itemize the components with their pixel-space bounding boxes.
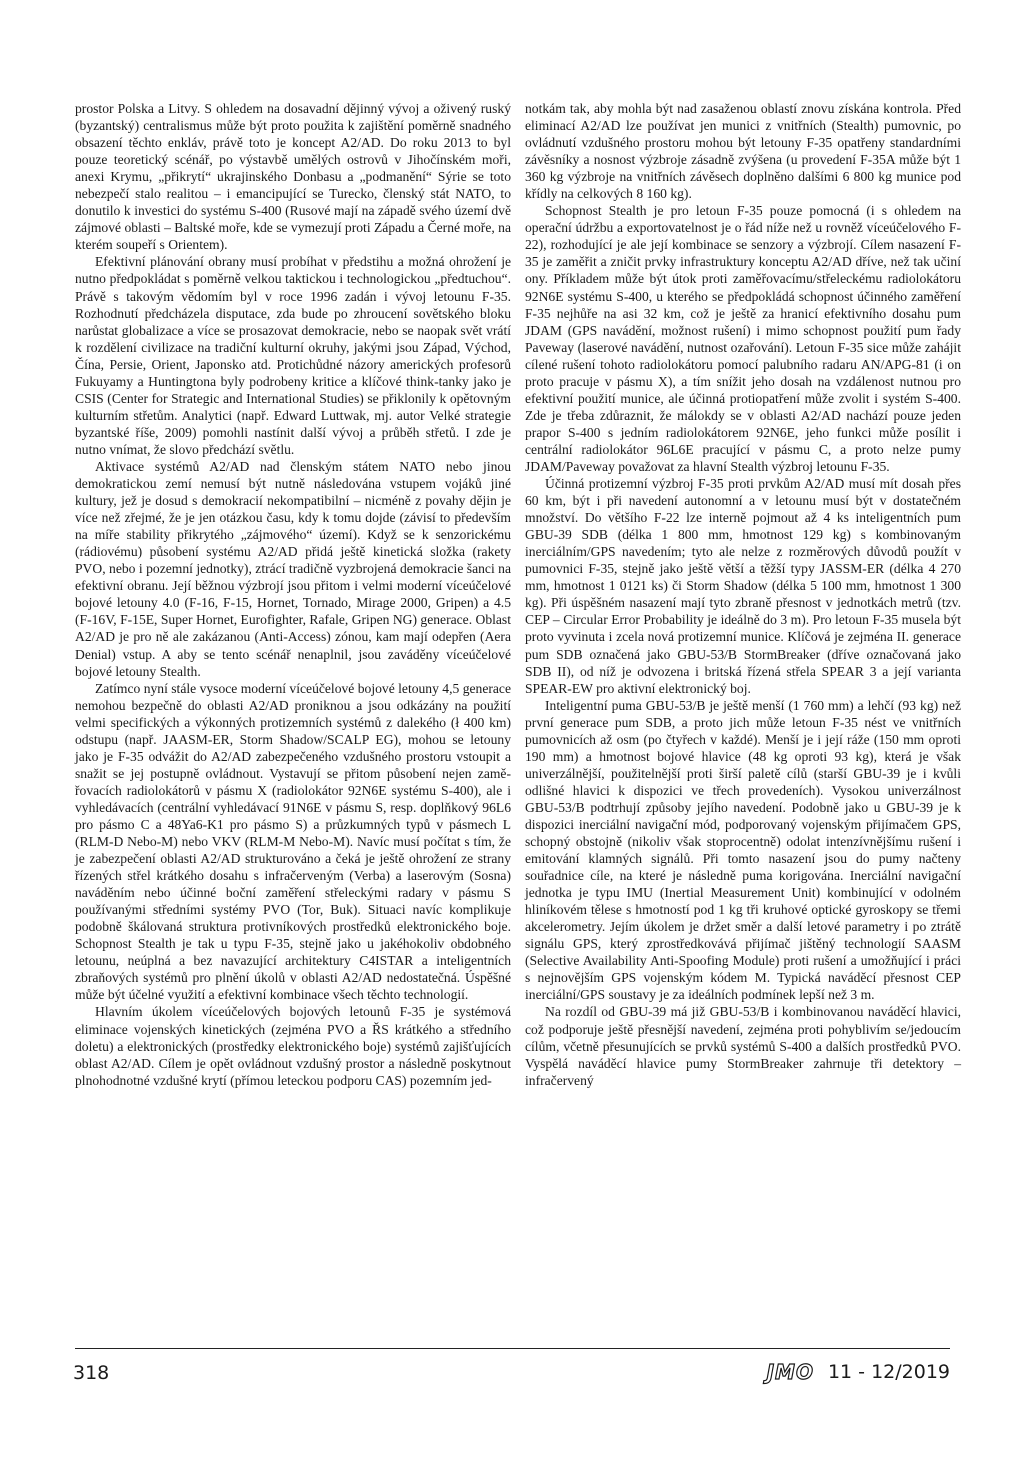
magazine-logo: JMO (766, 1360, 814, 1384)
footer-divider (75, 1348, 950, 1349)
article-paragraph: Efektivní plánování obrany musí probíhat v předstihu a možná ohrožení je nutno předpokládat s poměrně velkou taktickou i technologickou „předtuchou“. Právě s takovým vědomím byl v roce 1996 zadán i vývoj letounu F-35. Rozhodnutí předcházela disputace, zda bude po zhroucení sovětského bloku narůstat globalizace a více se prosazovat demokracie, nebo se naopak svět vrátí k rozdělení civilizace na tradiční kulturní okruhy, jakými jsou Západ, Východ, Čína, Persie, Orient, Japonsko atd. Protichůdné názory amerických profesorů Fukuyamy a Huntingtona byly podrobeny kritice a klíčové think-tanky jako je CSIS (Center for Strategic and International Studies) se přiklonily k opětovným kulturním střetům. Analytici (např. Edward Luttwak, mj. autor Velké strategie byzantské říše, 2009) pomohli nastínit další vývoj a průběh střetů. I zde je nutno vnímat, že slovo předchází světlu. (75, 254, 511, 457)
article-paragraph: Zatímco nyní stále vysoce moderní víceúčelové bojové letouny 4,5 generace nemohou bezpečně do oblasti A2/AD proniknou a jsou odkázány na použití velmi specifických a výkonných protizemních systémů z dalekého (ł 400 km) odstupu (např. JAASM-ER, Storm Shadow/SCALP EG), mohou se letouny jako je F-35 odvážit do A2/AD zabezpečeného vzdušného prostoru vstoupit a snažit se jej postupně ovládnout. Vystavují se přitom působení nejen zaměřovacích radiolokátorů v pásmu X (radiolokátor 92N6E systému S-400), ale i vyhledávacích (centrální vyhledávací 91N6E v pásmu S, resp. doplňkový 96L6 pro pásmo C a 48Ya6-K1 pro pásmo S) a průzkumných typů v pásmech L (RLM-D Nebo-M) nebo VKV (RLM-M Nebo-M). Navíc musí počítat s tím, že je zabezpečení oblasti A2/AD strukturováno a čeká je ještě ohrožení ze strany řízených střel krátkého dosahu s infračerveným (Verba) a laserovým (Sosna) naváděním nebo účinné boční zaměření střeleckými radary v pásmu S používanými středními systémy PVO (Tor, Buk). Situaci navíc komplikuje podobně škálovaná struktura protivníkových prostředků elektronického boje. Schopnost Stealth je tak u typu F-35, stejně jako u jakéhokoliv obdobného letounu, neúplná a bez navazující architektury C4ISTAR a inteligentních zbraňových systémů pro plnění úkolů v oblasti A2/AD nedostatečná. Úspěšné může být účelné využití a efektivní kombinace všech těchto technologií. (75, 680, 511, 1003)
article-paragraph: notkám tak, aby mohla být nad zasaženou oblastí znovu získána kontrola. Před eliminací A2/AD lze používat jen munici z vnitřních (Stealth) pumovnic, po ovládnutí vzdušného prostoru mohou být letouny F-35 opatřeny standardními závěsníky a nosnost výzbroje zásadně zvýšena (u provedení F-35A může být 1 360 kg výzbroje na vnitřních závěsech doplněno dalšími 6 800 kg munice pod křídly na celkových 8 160 kg). (525, 101, 961, 202)
footer-issue-block (767, 1360, 950, 1384)
article-column-left (75, 100, 511, 1089)
article-paragraph: prostor Polska a Litvy. S ohledem na dosavadní dějinný vývoj a oživený ruský (byzantský) centralismus může být proto použita k zajištění poměrně snadného obsazení těchto enkláv, právě toto je koncept A2/AD. Do roku 2013 to byl pouze teoretický scénář, po výstavbě umělých ostrovů v Jihočínském moři, anexi Krymu, „přikrytí“ ukrajinského Donbasu a „podmanění“ Sýrie se toto nebezpečí stalo realitou – i emancipující se Turecko, členský stát NATO, to donutilo k investici do systému S-400 (Rusové mají na západě svého území dvě zájmové oblasti – Baltské moře, kde se vymezují proti Západu a Černé moře, na kterém soupeří s Orientem). (75, 101, 511, 253)
article-paragraph: Inteligentní puma GBU-53/B je ještě menší (1 760 mm) a lehčí (93 kg) než první generace pum SDB, a proto jich může letoun F-35 nést ve vnitřních pumovnicích až osm (po čtyřech v každé). Menší je i její ráže (150 mm oproti 190 mm) a hmotnost bojové hlavice (48 kg oproti 93 kg), která je však univerzálnější, použitelnější proti širší paletě cílů (starší GBU-39 je i kvůli odlišné hlavici k dispozici ve třech provedeních). Vysokou univerzálnost GBU-53/B podtrhují způsoby jejího navedení. Podobně jako u GBU-39 je k dispozici inerciální navigační mód, podporovaný vojenským přijímačem GPS, schopný obstojně (nikoliv však stoprocentně) odolat intenzívnějšímu rušení i emitování klamných signálů. Při tomto nasazení jsou do pumy načteny souřadnice cíle, na které je následně puma korigována. Inerciální navigační jednotka je typu IMU (Inertial Measurement Unit) kombinující v odolném hliníkovém tělese s hmotností pod 1 kg tři kruhové optické gyroskopy se třemi akcelerometry. Jejím úkolem je držet směr a další letové parametry i po ztrátě signálu GPS, který zprostředkovává přijímač jištěný technologií SAASM (Selective Availability Anti-Spoofing Module) proti rušení a umožňující i práci s nejnovějším GPS vojenským kódem M. Typická naváděcí přesnost CEP inerciální/GPS soustavy je za ideálních podmínek lepší než 3 m. (525, 697, 961, 1003)
article-paragraph: Schopnost Stealth je pro letoun F-35 pouze pomocná (i s ohledem na operační údržbu a exportovatelnost je o řád níže než u rovněž víceúčelového F-22), rozhodující je ale její kombinace se senzory a výzbrojí. Cílem nasazení F-35 je zaměřit a zničit prvky infrastruktury konceptu A2/AD dříve, než tak učiní ony. Příkladem může být útok proti zaměřovacímu/střeleckému radiolokátoru 92N6E systému S-400, u kterého se předpokládá schopnost účinného zaměření F-35 nejhůře na asi 32 km, což je ještě za hranicí efektivního dosahu pum JDAM (GPS navádění, možnost rušení) i mimo schopnost použití pum řady Paveway (laserové navádění, nutnost ozařování). Letoun F-35 sice může zahájit cílené rušení tohoto radiolokátoru pomocí palubního radaru AN/APG-81 (i on proto pracuje v pásmu X), a tím snížit jeho dosah na vzdálenost nutnou pro efektivní použití munice, ale účinná protiopatření může zvolit i systém S-400. Zde je třeba zdůraznit, že málokdy se v oblasti A2/AD nachází pouze jeden prapor S-400 s jedním radiolokátorem 92N6E, jeho funkci může posílit i centrální radiolokátor 96L6E pracující v pásmu C, a proto nelze pumy JDAM/Paveway považovat za hlavní Stealth výzbroj letounu F-35. (525, 203, 961, 474)
article-paragraph: Na rozdíl od GBU-39 má již GBU-53/B i kombinovanou naváděcí hlavici, což podporuje ještě přesnější navedení, zejména proti pohyblivím se/jedoucím cílům, včetně přesunujících se prvků systémů S-400 a dalších prostředků PVO. Vyspělá naváděcí hlavice pumy StormBreaker zahrnuje tři detektory – infračervený (525, 1004, 961, 1088)
article-paragraph: Účinná protizemní výzbroj F-35 proti prvkům A2/AD musí mít dosah přes 60 km, být i při navedení autonomní a v letounu musí být v dostatečném množství. Do většího F-22 lze interně pojmout až 4 ks inteligentních pum GBU-39 SDB (délka 1 800 mm, hmotnost 129 kg) s kombinovaným inerciálním/GPS navedením; tyto ale nelze z rozměrových důvodů použít v pumovnici F-35, stejně jako ještě větší a těžší typy JASSM-ER (délka 4 270 mm, hmotnost 1 0121 ks) či Storm Shadow (délka 5 100 mm, hmotnost 1 300 kg). Při úspěšném nasazení mají tyto zbraně přesnost v jednotkách metrů (tzv. CEP – Circular Error Probability je ideálně do 3 m). Pro letoun F-35 musela být proto vyvinuta i zcela nová protizemní munice. Klíčová je zejména II. generace pum SDB označená jako GBU-53/B StormBreaker (dříve označovaná jako SDB II), od níž je odvozena i britská řízená střela SPEAR 3 a její varianta SPEAR-EW pro aktivní elektronický boj. (525, 476, 961, 696)
issue-number: 11 - 12/2019 (827, 1361, 950, 1383)
article-column-right (525, 100, 961, 1089)
article-paragraph: Aktivace systémů A2/AD nad členským státem NATO nebo jinou demokratickou zemí nemusí být nutně následována vstupem vojáků jiné kultury, jež je dosud s demokracií nekompatibilní – nicméně z povahy dějin je více než zřejmé, že je jen otázkou času, kdy k tomu dojde (závisí to především na míře stability přikrytého „zájmového“ území). Když se k senzorickému (rádiovému) působení systému A2/AD přidá ještě kinetická složka (rakety PVO, nebo i pozemní jednotky), ztrácí tradičně vyzbrojená demokracie šanci na efektivní obranu. Její běžnou výzbrojí jsou přitom i velmi moderní víceúčelové bojové letouny 4.0 (F-16, F-15, Hornet, Tornado, Mirage 2000, Gripen) a 4.5 (F-16V, F-15E, Super Hornet, Eurofighter, Rafale, Gripen NG) generace. Oblast A2/AD je pro ně ale zakázanou (Anti-Access) zónou, kam mají odepřen (Aera Denial) vstup. A aby se tento scénář nenaplnil, jsou zaváděny víceúčelové bojové letouny Stealth. (75, 458, 511, 679)
page-number: 318 (73, 1362, 110, 1384)
article-paragraph: Hlavním úkolem víceúčelových bojových letounů F-35 je systémová eliminace vojenských kinetických (zejména PVO a ŘS krátkého a středního doletu) a elektronických (prostředky elektronického boje) systémů zajišťujících oblast A2/AD. Cílem je opět ovládnout vzdušný prostor a následně poskytnout plnohodnotné vzdušné krytí (přímou leteckou podporu CAS) pozemním jed- (75, 1004, 511, 1088)
